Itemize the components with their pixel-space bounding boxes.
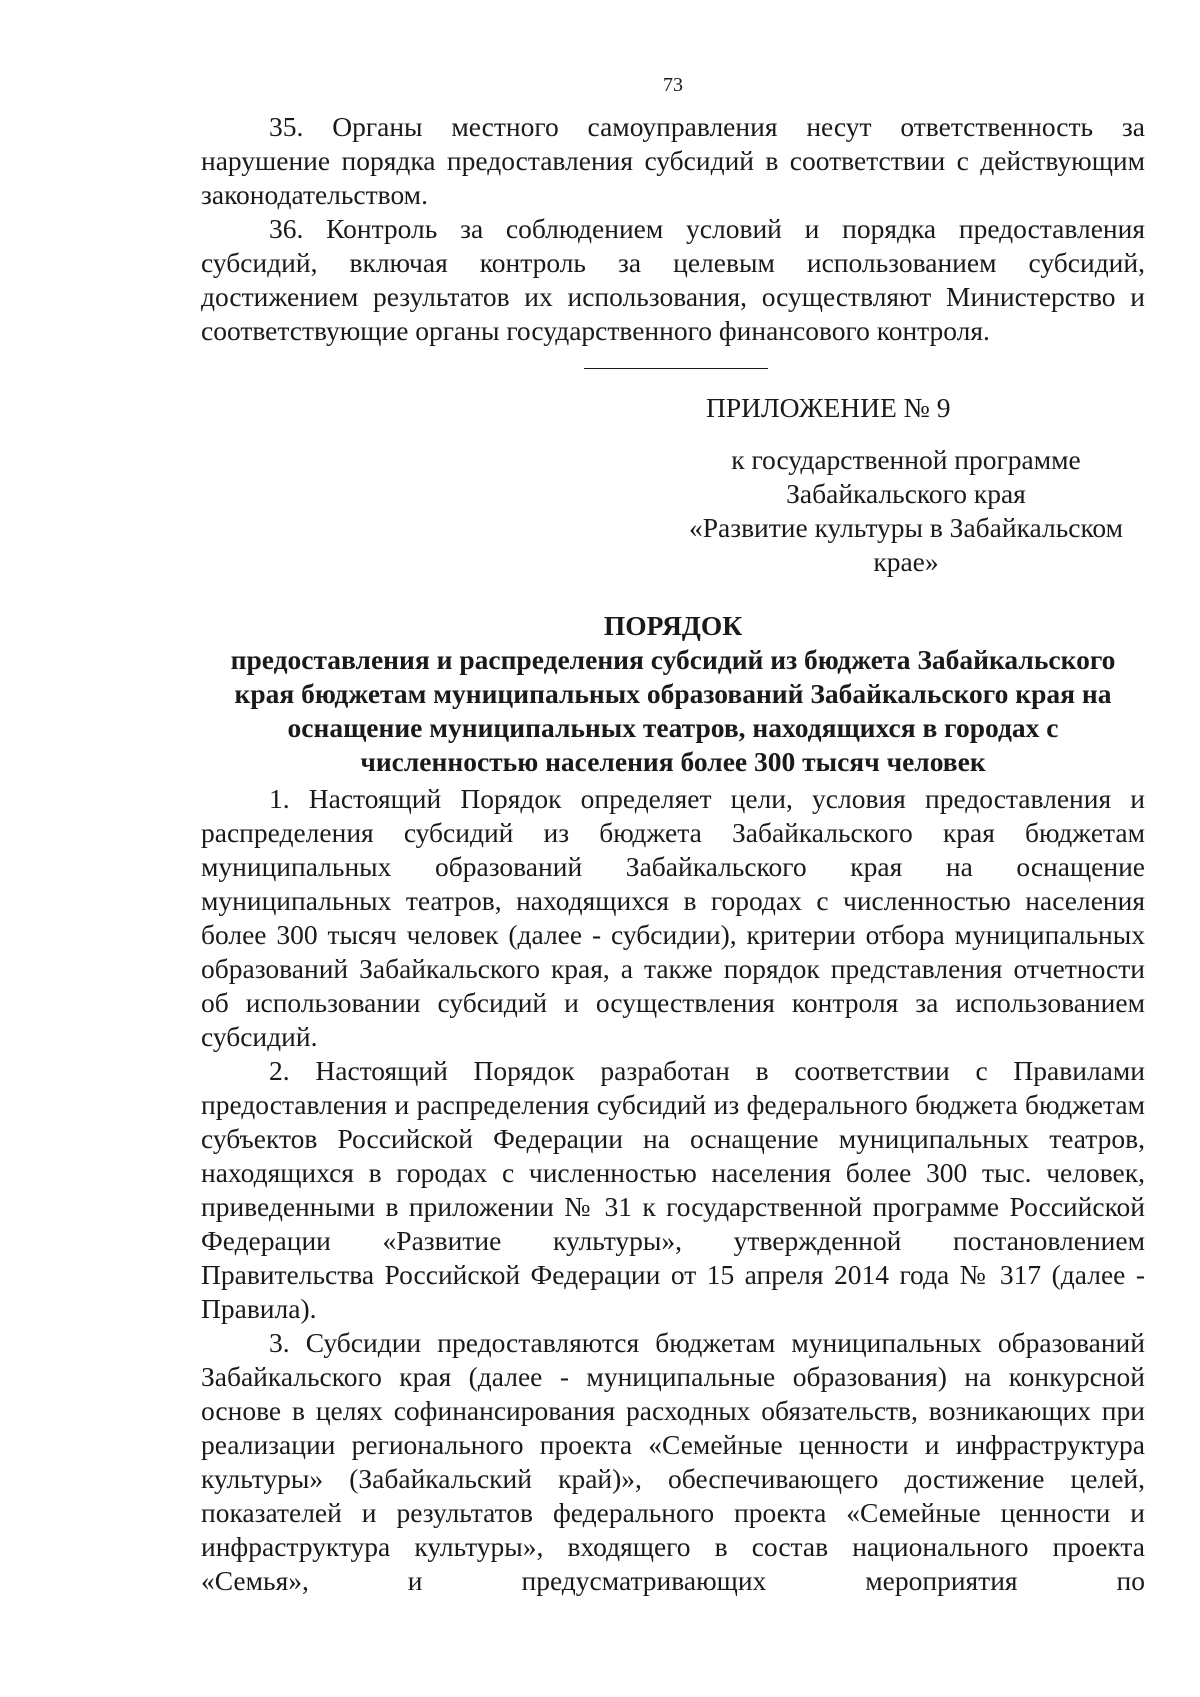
paragraph-1: 1. Настоящий Порядок определяет цели, условия предоставления и распределения субсидий из бюджета Забайкальского края бюджетам муниципальных образований Забайкальского края на оснащение муниципальных театров, находящихся в городах с численностью населения более 300 тысяч человек (далее - субсидии), критерии отбора муниципальных образований Забайкальского края, а также порядок представления отчетности об использовании субсидий и осуществления контроля за использованием субсидий. [201,783,1145,1052]
paragraph-3: 3. Субсидии предоставляются бюджетам муниципальных образований Забайкальского края (далее - муниципальные образования) на конкурсной основе в целях софинансирования расходных обязательств, возникающих при реализации регионального проекта «Семейные ценности и инфраструктура культуры» (Забайкальский край)», обеспечивающего достижение целей, показателей и результатов федерального проекта «Семейные ценности и инфраструктура культуры», входящего в состав национального проекта «Семья», и предусматривающих мероприятия по [201,1327,1145,1596]
section-separator [584,368,768,369]
document-title: ПОРЯДОК [603,610,743,641]
paragraph-36: 36. Контроль за соблюдением условий и порядка предоставления субсидий, включая контроль за целевым использованием субсидий, достижением результатов их использования, осуществляют Министерство и соответствующие органы государственного финансового контроля. [201,213,1145,346]
appendix-reference [661,443,1151,579]
subtitle-line: предоставления и распределения субсидий из бюджета Забайкальского [230,644,1116,675]
appendix-title: ПРИЛОЖЕНИЕ № 9 [706,392,951,423]
appendix-line: «Развитие культуры в Забайкальском [688,512,1124,543]
paragraph-2: 2. Настоящий Порядок разработан в соответствии с Правилами предоставления и распределения субсидий из федерального бюджета бюджетам субъектов Российской Федерации на оснащение муниципальных театров, находящихся в городах с численностью населения более 300 тыс. человек, приведенными в приложении № 31 к государственной программе Российской Федерации «Развитие культуры», утвержденной постановлением Правительства Российской Федерации от 15 апреля 2014 года № 317 (далее - Правила). [201,1055,1145,1324]
document-page [201,70,1145,1598]
subtitle-line: края бюджетам муниципальных образований Забайкальского края на [234,678,1112,709]
appendix-line: к государственной программе [731,444,1081,475]
appendix-line: крае» [873,546,939,577]
paragraph-35: 35. Органы местного самоуправления несут ответственность за нарушение порядка предоставления субсидий в соответствии с действующим законодательством. [201,111,1145,210]
subtitle-line: численностью населения более 300 тысяч человек [360,746,986,777]
subtitle-line: оснащение муниципальных театров, находящихся в городах с [287,712,1059,743]
document-subtitle [201,643,1145,779]
appendix-line: Забайкальского края [786,478,1026,509]
page-number: 73 [663,74,683,96]
